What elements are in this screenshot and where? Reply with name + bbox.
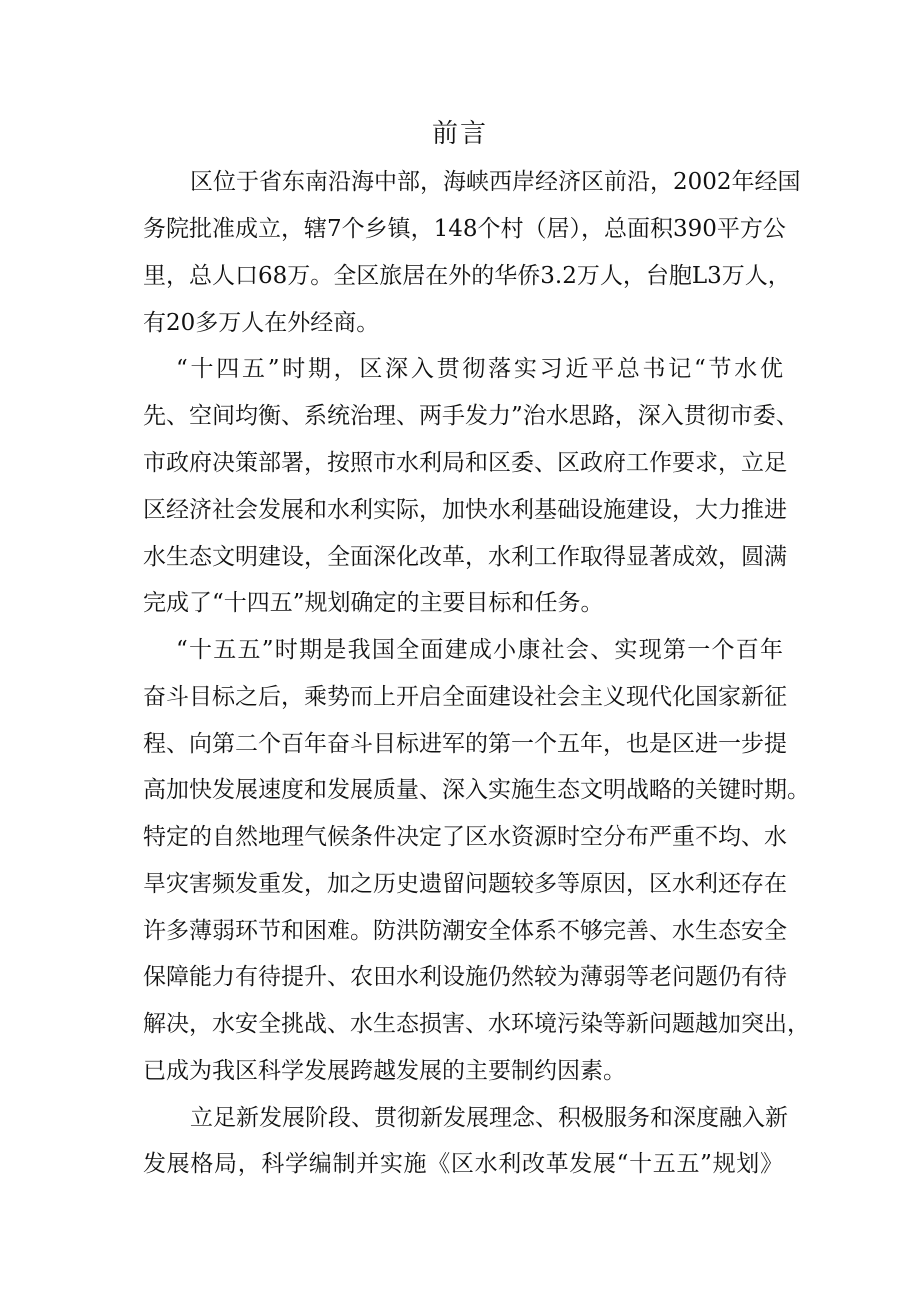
paragraph-line: 解决，水安全挑战、水生态损害、水环境污染等新问题越加突出， bbox=[143, 1011, 810, 1037]
paragraph-line: 奋斗目标之后，乘势而上开启全面建设社会主义现代化国家新征 bbox=[143, 684, 787, 710]
paragraph-line: 市政府决策部署，按照市水利局和区委、区政府工作要求，立足 bbox=[143, 450, 787, 476]
paragraph-line: 水生态文明建设，全面深化改革，水利工作取得显著成效，圆满 bbox=[143, 544, 787, 570]
paragraph-line: 旱灾害频发重发，加之历史遗留问题较多等原因，区水利还存在 bbox=[143, 871, 787, 897]
paragraph-line: 务院批准成立，辖7个乡镇，148个村（居），总面积390平方公 bbox=[143, 216, 786, 242]
paragraph-line: 区经济社会发展和水利实际，加快水利基础设施建设，大力推进 bbox=[143, 497, 787, 523]
paragraph-line: 高加快发展速度和发展质量、深入实施生态文明战略的关键时期。 bbox=[143, 777, 810, 803]
paragraph-line: 先、空间均衡、系统治理、两手发力”治水思路，深入贯彻市委、 bbox=[143, 403, 799, 429]
paragraph-line: 程、向第二个百年奋斗目标进军的第一个五年，也是区进一步提 bbox=[143, 731, 787, 757]
paragraph-line: “十四五”时期，区深入贯彻落实习近平总书记“节水优 bbox=[176, 356, 783, 382]
paragraph-line: 已成为我区科学发展跨越发展的主要制约因素。 bbox=[143, 1058, 626, 1084]
paragraph-line: 立足新发展阶段、贯彻新发展理念、积极服务和深度融入新 bbox=[190, 1105, 788, 1131]
paragraph-line: “十五五”时期是我国全面建成小康社会、实现第一个百年 bbox=[176, 637, 783, 663]
paragraph-line: 完成了“十四五”规划确定的主要目标和任务。 bbox=[143, 590, 604, 616]
document-title: 前言 bbox=[431, 119, 488, 149]
paragraph-line: 有20多万人在外经商。 bbox=[143, 310, 380, 336]
paragraph-line: 发展格局，科学编制并实施《区水利改革发展“十五五”规划》 bbox=[143, 1151, 783, 1177]
paragraph-line: 许多薄弱环节和困难。防洪防潮安全体系不够完善、水生态安全 bbox=[143, 918, 787, 944]
paragraph-line: 特定的自然地理气候条件决定了区水资源时空分布严重不均、水 bbox=[143, 824, 787, 850]
paragraph-line: 区位于省东南沿海中部，海峡西岸经济区前沿，2002年经国 bbox=[190, 169, 801, 195]
paragraph-line: 里，总人口68万。全区旅居在外的华侨3.2万人，台胞L3万人， bbox=[143, 263, 791, 289]
paragraph-line: 保障能力有待提升、农田水利设施仍然较为薄弱等老问题仍有待 bbox=[143, 964, 787, 990]
